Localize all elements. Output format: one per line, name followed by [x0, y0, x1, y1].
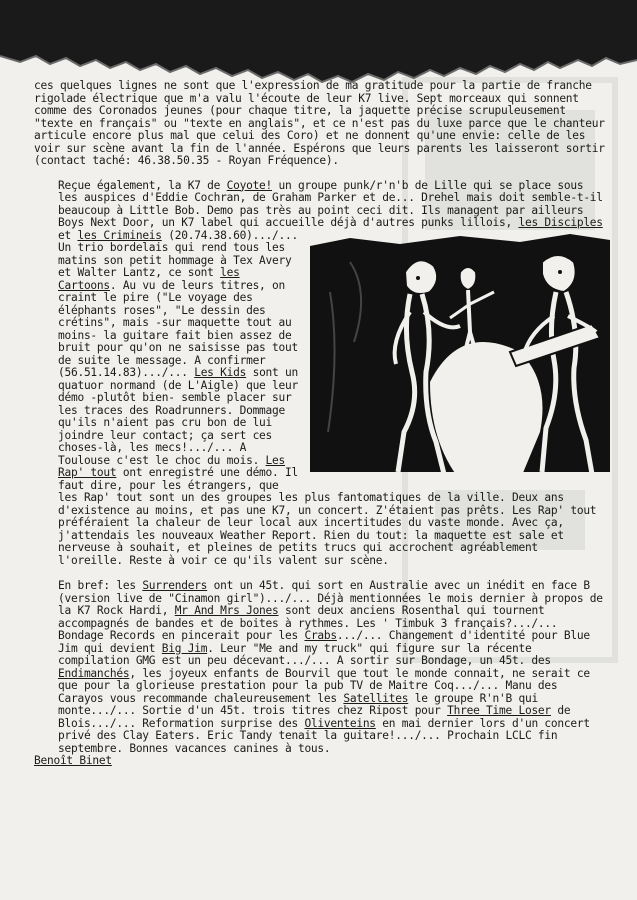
- band-name: Crabs: [304, 629, 337, 642]
- band-name: Satellites: [343, 691, 409, 705]
- band-name: Les Rap' tout: [58, 453, 286, 479]
- band-name: les Cartoons: [58, 266, 240, 292]
- band-name: Mr And Mrs Jones: [174, 604, 279, 617]
- paragraph-demos: Reçue également, la K7 de Coyote! un groupe punk/r'n'b de Lille qui se place sous les auspices d'Eddie Cochran, de Graham Parker et de... Drehel mais doit semble-t-il beaucoup à Little Bob. Demo pas très au point ceci dit. Ils managent par ailleurs Boys Next Door, un K7 label qui accueille déjà d'autres punks lillois, les Disciples et les Crimineis (20.74.38.60).../... Un trio bordelais qui rend tous les matins son petit hommage à Tex Avery et Walter Lantz, ce sont les Cartoons. Au vu de leurs titres, on craint le pire ("Le voyage des éléphants roses", "Le dessin des crétins", mais -sur maquette tout au moins- la guitare fait bien assez de bruit pour qu'on ne saisisse pas tout de suite le message. A confirmer (56.51.14.83).../... Les Kids sont un quatuor normand (de L'Aigle) que leur démo -plutôt bien- semble placer sur les traces des Roadrunners. Dommage qu'ils n'aient pas cru bon de lui joindre leur contact; ça sert ces choses-là, les mecs!.../... A Toulouse c'est le choc du mois. Les Rap' tout ont enregistré une démo. Il faut dire, pour les étrangers, que les Rap' tout sont un des groupes les plus fantomatiques de la ville. Deux ans d'existence au moins, et pas une K7, un concert. Z'étaient pas prêts. Les Rap' tout préféraient la chaleur de leur local aux incertitudes du vaste monde. Avec ça, j'attendais les nouveaux Weather Report. Rien du tout: la maquette est sale et nerveuse à souhait, et pleines de petits trucs qui accrochent agréablement l'oreille. Reste à voir ce qu'ils valent sur scène.: [34, 180, 608, 568]
- band-name: Big Jim: [161, 641, 208, 655]
- band-name: les Disciples: [518, 216, 603, 229]
- cartoon-musicians-illustration: [310, 232, 610, 480]
- paragraph-en-bref: En bref: les Surrenders ont un 45t. qui sort en Australie avec un inédit en face B (version live de "Cinamon girl").../... Déjà mentionnées le mois dernier à propos de la K7 Rock Hardi, Mr And Mrs Jones sont deux anciens Rosenthal qui tournent accompagnés de bandes et de boites à rythmes. Les ' Timbuk 3 français?.../... Bondage Records en pincerait pour les Crabs.../... Changement d'identité pour Blue Jim qui devient Big Jim. Leur "Me and my truck" qui figure sur la récente compilation GMG est un peu décevant.../... A sortir sur Bondage, un 45t. des Endimanchés, les joyeux enfants de Bourvil que tout le monde connait, ne serait ce que pour la glorieuse prestation pour la pub TV de Maitre Coq.../... Manu des Carayos vous recommande chaleureusement les Satellites le groupe R'n'B qui monte.../... Sortie d'un 45t. trois titres chez Ripost pour Three Time Loser de Blois.../... Reformation surprise des Oliventeins en mai dernier lors d'un concert privé des Clay Eaters. Eric Tandy tenait la guitare!.../... Prochain LCLC fin septembre. Bonnes vacances canines à tous.: [58, 579, 603, 755]
- band-name: Oliventeins: [304, 716, 376, 730]
- article-body: [34, 80, 608, 768]
- author-signature: Benoît Binet: [34, 754, 112, 767]
- band-name: Three Time Loser: [447, 704, 551, 717]
- band-name: Endimanchés: [58, 666, 130, 680]
- band-name: Les Kids: [194, 366, 247, 379]
- paragraph-intro: ces quelques lignes ne sont que l'expression de ma gratitude pour la partie de franche rigolade électrique que m'a valu l'écoute de leur K7 live. Sept morceaux qui sonnent comme des Coronados jeunes (pour chaque titre, la jaquette précise scrupuleusement "texte en français" ou "texte en anglais", et ce n'est pas du luxe parce que le chanteur articule encore plus mal que celui des Coro) et ne donnent qu'une envie: celle de les voir sur scène avant la fin de l'année. Espérons que leurs parents les laisseront sortir (contact taché: 46.38.50.35 - Royan Fréquence).: [34, 79, 605, 167]
- band-name: Coyote!: [226, 178, 273, 192]
- band-name: Surrenders: [142, 579, 208, 592]
- band-name: les Crimineis: [77, 228, 162, 242]
